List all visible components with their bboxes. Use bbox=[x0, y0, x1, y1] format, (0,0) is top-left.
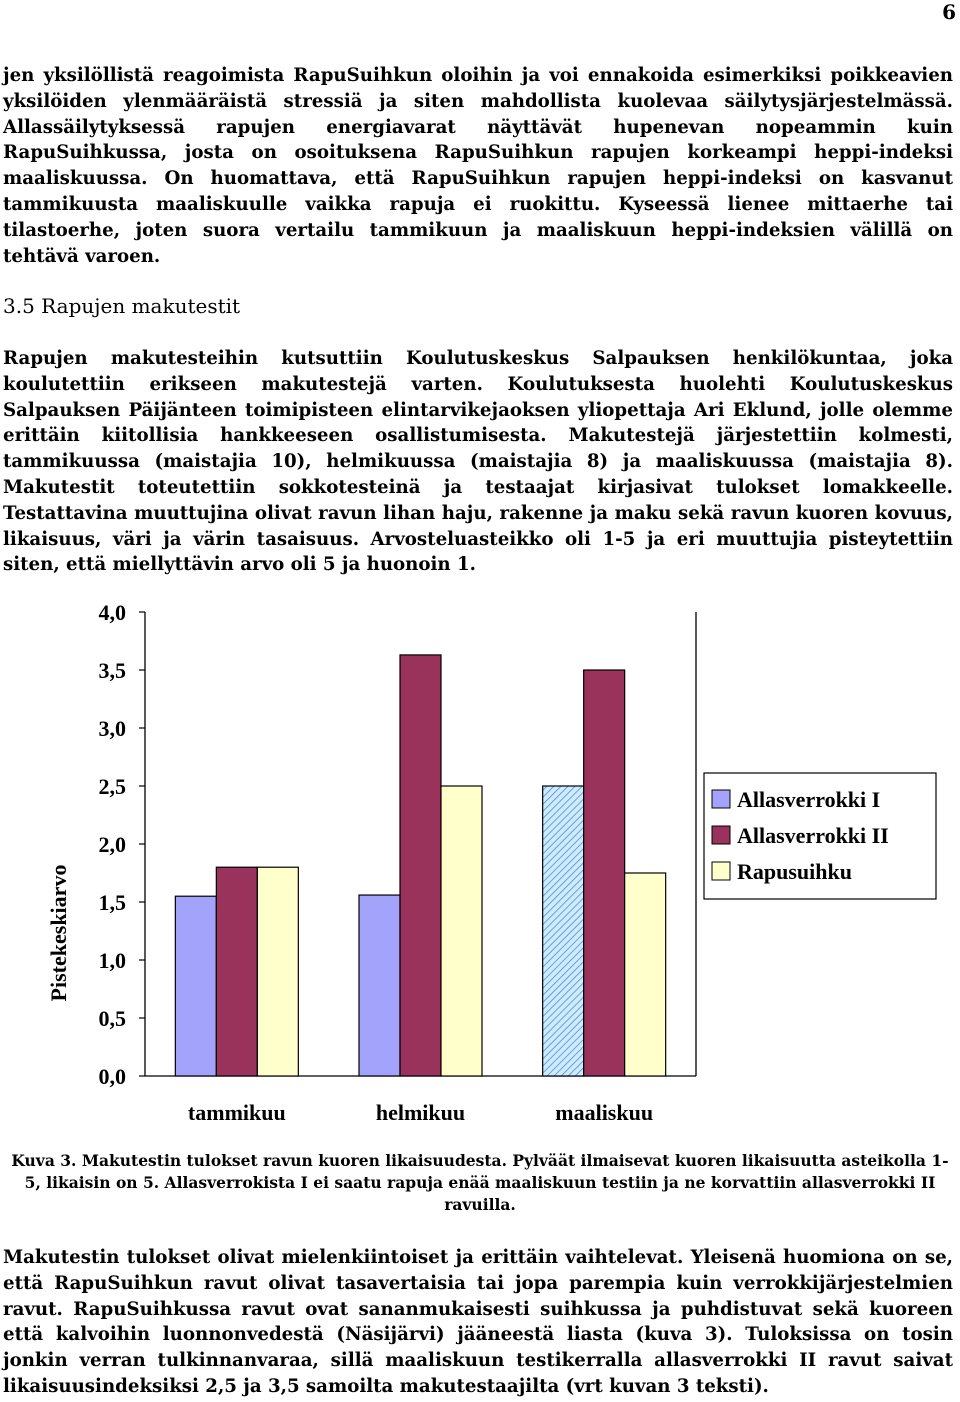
bar-chart bbox=[0, 590, 960, 1140]
paragraph-3: Makutestin tulokset olivat mielenkiintoiset ja erittäin vaihtelevat. Yleisenä huomiona on se, että RapuSuihkun ravut olivat tasavertaisia tai jopa parempia kuin verrokkijärjestelmien ravut. RapuSuihkussa ravut ovat sananmukaisesti suihkussa ja puhdistuvat sekä kuoreen että kalvoihin luonnonvedestä (Näsijärvi) jääneestä liasta (kuva 3). Tuloksissa on tosin jonkin verran tulkinnanvaraa, sillä maaliskuun testikerralla allasverrokki II ravut saivat likaisuusindeksiksi 2,5 ja 3,5 samoilta makutestaajilta (vrt kuvan 3 teksti). bbox=[3, 1247, 953, 1397]
legend-label: Rapusuihku bbox=[737, 859, 852, 884]
y-tick-label: 3,5 bbox=[98, 658, 126, 683]
bar-maaliskuu-1 bbox=[543, 786, 584, 1076]
bar-tammikuu-2 bbox=[216, 867, 257, 1076]
bar-helmikuu-3 bbox=[441, 786, 482, 1076]
y-tick-label: 3,0 bbox=[98, 716, 126, 741]
paragraph-2: Rapujen makutesteihin kutsuttiin Koulutuskeskus Salpauksen henkilökuntaa, joka koulutettiin erikseen makutestejä varten. Koulutuksesta huolehti Koulutuskeskus Salpauksen Päijänteen toimipisteen elintarvikejaoksen yliopettaja Ari Eklund, jolle olemme erittäin kiitollisia hankkeeseen osallistumisesta. Makutestejä järjestettiin kolmesti, tammikuussa (maistajia 10), helmikuussa (maistajia 8) ja maaliskuussa (maistajia 8). Makutestit toteutettiin sokkotesteinä ja testaajat kirjasivat tulokset lomakkeelle. Testattavina muuttujina olivat ravun lihan haju, rakenne ja maku sekä ravun kuoren kovuus, likaisuus, väri ja värin tasaisuus. Arvosteluasteikko oli 1-5 ja eri muuttujia pisteytettiin siten, että miellyttävin arvo oli 5 ja huonoin 1. bbox=[3, 348, 953, 576]
legend-swatch bbox=[712, 862, 730, 880]
y-tick-label: 2,5 bbox=[98, 774, 126, 799]
bar-helmikuu-1 bbox=[359, 895, 400, 1076]
bar-maaliskuu-3 bbox=[625, 873, 666, 1076]
legend-label: Allasverrokki II bbox=[737, 823, 889, 848]
y-tick-label: 1,0 bbox=[98, 948, 126, 973]
legend-swatch bbox=[712, 790, 730, 808]
section-heading: 3.5 Rapujen makutestit bbox=[3, 294, 241, 318]
legend-swatch bbox=[712, 826, 730, 844]
paragraph-1: jen yksilöllistä reagoimista RapuSuihkun oloihin ja voi ennakoida esimerkiksi poikkeavien yksilöiden ylenmääräistä stressiä ja siten mahdollista kuolevaa säilytysjärjestelmässä. Allassäilytyksessä rapujen energiavarat näyttävät hupenevan nopeammin kuin RapuSuihkussa, josta on osoituksena RapuSuihkun rapujen korkeampi heppi-indeksi maaliskuussa. On huomattava, että RapuSuihkun rapujen heppi-indeksi on kasvanut tammikuusta maaliskuulle vaikka rapuja ei ruokittu. Kyseessä lienee mittaerhe tai tilastoerhe, joten suora vertailu tammikuun ja maaliskuun heppi-indeksien välillä on tehtävä varoen. bbox=[3, 65, 953, 267]
legend bbox=[704, 773, 936, 899]
x-tick-label: helmikuu bbox=[375, 1100, 466, 1125]
bar-tammikuu-3 bbox=[257, 867, 298, 1076]
y-tick-label: 2,0 bbox=[98, 832, 126, 857]
y-tick-label: 0,5 bbox=[98, 1006, 126, 1031]
y-axis-label: Pistekeskiarvo bbox=[46, 864, 71, 1002]
bar-maaliskuu-2 bbox=[584, 670, 625, 1076]
figure-caption: Kuva 3. Makutestin tulokset ravun kuoren likaisuudesta. Pylväät ilmaisevat kuoren likaisuutta asteikolla 1-5, likaisin on 5. Allasverrokista I ei saatu rapuja enää maaliskuun testiin ja ne korvattiin allasverrokki II ravuilla. bbox=[11, 1151, 949, 1214]
x-tick-label: maaliskuu bbox=[555, 1100, 654, 1125]
bar-tammikuu-1 bbox=[175, 896, 216, 1076]
page-number: 6 bbox=[942, 0, 956, 24]
y-tick-label: 0,0 bbox=[98, 1064, 126, 1089]
bar-helmikuu-2 bbox=[400, 655, 441, 1076]
y-tick-label: 1,5 bbox=[98, 890, 126, 915]
x-tick-label: tammikuu bbox=[187, 1100, 286, 1125]
legend-label: Allasverrokki I bbox=[737, 787, 881, 812]
y-tick-label: 4,0 bbox=[98, 600, 126, 625]
